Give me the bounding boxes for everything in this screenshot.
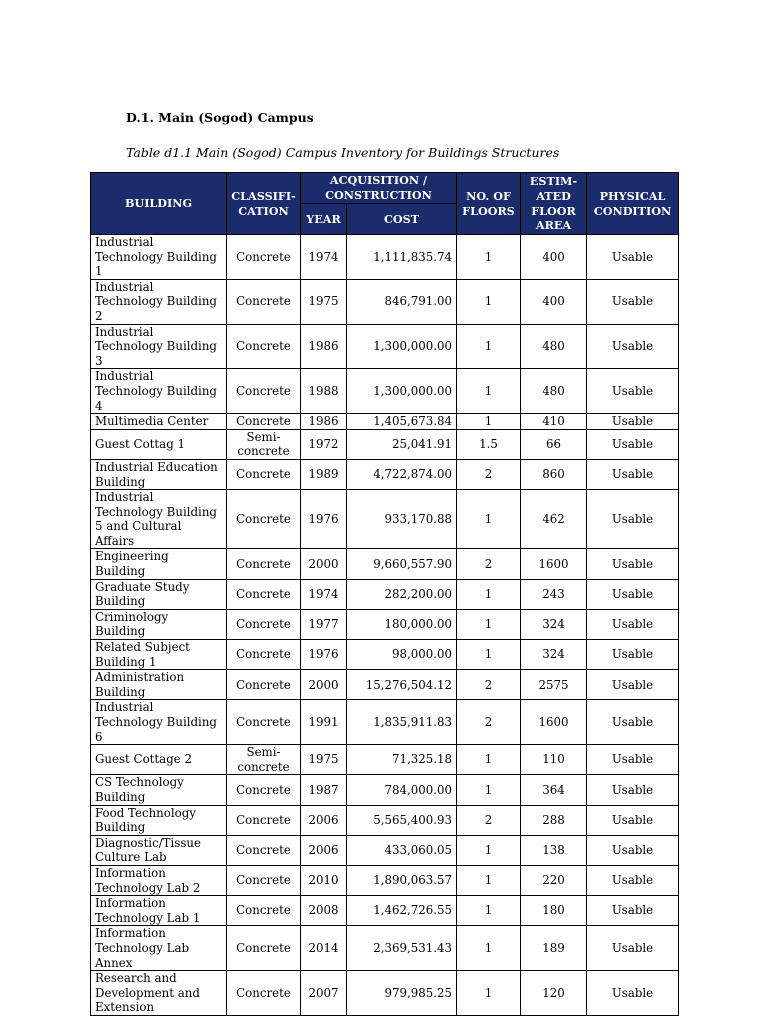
year-cell: 1975 — [301, 745, 347, 775]
floors-cell: 1 — [457, 579, 521, 609]
header-year: YEAR — [301, 204, 347, 235]
classification-cell: Concrete — [227, 549, 301, 579]
condition-cell: Usable — [587, 609, 679, 639]
building-name-cell: Engineering Building — [91, 549, 227, 579]
cost-cell: 71,325.18 — [347, 745, 457, 775]
table-row — [91, 640, 679, 670]
year-cell: 1991 — [301, 700, 347, 745]
building-name-cell: Industrial Technology Building 4 — [91, 369, 227, 414]
cost-cell: 2,369,531.43 — [347, 926, 457, 971]
floor-area-cell: 400 — [521, 279, 587, 324]
cost-cell: 15,276,504.12 — [347, 670, 457, 700]
floor-area-cell: 480 — [521, 324, 587, 369]
building-name-cell: Graduate Study Building — [91, 579, 227, 609]
classification-cell: Concrete — [227, 369, 301, 414]
condition-cell: Usable — [587, 429, 679, 459]
classification-cell: Concrete — [227, 490, 301, 549]
cost-cell: 282,200.00 — [347, 579, 457, 609]
building-name-cell: Industrial Technology Building 5 and Cultural Affairs — [91, 490, 227, 549]
table-row — [91, 279, 679, 324]
condition-cell: Usable — [587, 459, 679, 489]
floor-area-cell: 180 — [521, 896, 587, 926]
condition-cell: Usable — [587, 235, 679, 280]
section-heading: D.1. Main (Sogod) Campus — [126, 110, 314, 125]
classification-cell: Concrete — [227, 865, 301, 895]
floor-area-cell: 66 — [521, 429, 587, 459]
table-row — [91, 926, 679, 971]
floor-area-cell: 138 — [521, 835, 587, 865]
header-floors: NO. OF FLOORS — [457, 173, 521, 235]
floors-cell: 1 — [457, 490, 521, 549]
year-cell: 1987 — [301, 775, 347, 805]
table-row — [91, 896, 679, 926]
building-name-cell: CS Technology Building — [91, 775, 227, 805]
floors-cell: 2 — [457, 805, 521, 835]
cost-cell: 1,890,063.57 — [347, 865, 457, 895]
table-row — [91, 835, 679, 865]
building-name-cell: Research and Development and Extension — [91, 971, 227, 1016]
floors-cell: 1 — [457, 279, 521, 324]
floors-cell: 1.5 — [457, 429, 521, 459]
condition-cell: Usable — [587, 324, 679, 369]
classification-cell: Concrete — [227, 926, 301, 971]
year-cell: 1988 — [301, 369, 347, 414]
cost-cell: 98,000.00 — [347, 640, 457, 670]
floor-area-cell: 400 — [521, 235, 587, 280]
condition-cell: Usable — [587, 579, 679, 609]
table-row — [91, 549, 679, 579]
year-cell: 2007 — [301, 971, 347, 1016]
table-header — [91, 173, 679, 235]
building-name-cell: Food Technology Building — [91, 805, 227, 835]
cost-cell: 1,835,911.83 — [347, 700, 457, 745]
building-name-cell: Industrial Education Building — [91, 459, 227, 489]
floor-area-cell: 364 — [521, 775, 587, 805]
cost-cell: 784,000.00 — [347, 775, 457, 805]
classification-cell: Concrete — [227, 670, 301, 700]
floor-area-cell: 480 — [521, 369, 587, 414]
classification-cell: Concrete — [227, 971, 301, 1016]
floor-area-cell: 410 — [521, 414, 587, 430]
classification-cell: Concrete — [227, 896, 301, 926]
floor-area-cell: 1600 — [521, 700, 587, 745]
floor-area-cell: 120 — [521, 971, 587, 1016]
table-row — [91, 971, 679, 1016]
year-cell: 1976 — [301, 490, 347, 549]
classification-cell: Semi- concrete — [227, 745, 301, 775]
cost-cell: 5,565,400.93 — [347, 805, 457, 835]
classification-cell: Concrete — [227, 700, 301, 745]
year-cell: 1989 — [301, 459, 347, 489]
header-cost: COST — [347, 204, 457, 235]
floor-area-cell: 220 — [521, 865, 587, 895]
floors-cell: 1 — [457, 609, 521, 639]
building-name-cell: Industrial Technology Building 2 — [91, 279, 227, 324]
floors-cell: 1 — [457, 896, 521, 926]
condition-cell: Usable — [587, 865, 679, 895]
floors-cell: 1 — [457, 369, 521, 414]
classification-cell: Concrete — [227, 609, 301, 639]
building-name-cell: Information Technology Lab Annex — [91, 926, 227, 971]
classification-cell: Concrete — [227, 579, 301, 609]
header-building: BUILDING — [91, 173, 227, 235]
building-name-cell: Industrial Technology Building 3 — [91, 324, 227, 369]
building-name-cell: Information Technology Lab 2 — [91, 865, 227, 895]
year-cell: 2006 — [301, 835, 347, 865]
building-name-cell: Industrial Technology Building 1 — [91, 235, 227, 280]
cost-cell: 25,041.91 — [347, 429, 457, 459]
table-row — [91, 235, 679, 280]
building-name-cell: Guest Cottage 2 — [91, 745, 227, 775]
floor-area-cell: 110 — [521, 745, 587, 775]
classification-cell: Concrete — [227, 805, 301, 835]
table-row — [91, 865, 679, 895]
building-name-cell: Multimedia Center — [91, 414, 227, 430]
condition-cell: Usable — [587, 926, 679, 971]
floors-cell: 1 — [457, 775, 521, 805]
building-name-cell: Diagnostic/Tissue Culture Lab — [91, 835, 227, 865]
condition-cell: Usable — [587, 775, 679, 805]
cost-cell: 979,985.25 — [347, 971, 457, 1016]
cost-cell: 1,405,673.84 — [347, 414, 457, 430]
cost-cell: 933,170.88 — [347, 490, 457, 549]
table-body — [91, 235, 679, 1016]
table-row — [91, 414, 679, 430]
year-cell: 1972 — [301, 429, 347, 459]
floor-area-cell: 462 — [521, 490, 587, 549]
classification-cell: Concrete — [227, 279, 301, 324]
condition-cell: Usable — [587, 369, 679, 414]
classification-cell: Concrete — [227, 324, 301, 369]
condition-cell: Usable — [587, 490, 679, 549]
condition-cell: Usable — [587, 896, 679, 926]
classification-cell: Concrete — [227, 640, 301, 670]
table-row — [91, 490, 679, 549]
table-row — [91, 775, 679, 805]
floors-cell: 2 — [457, 700, 521, 745]
table-row — [91, 429, 679, 459]
cost-cell: 1,111,835.74 — [347, 235, 457, 280]
floors-cell: 1 — [457, 865, 521, 895]
table-row — [91, 459, 679, 489]
year-cell: 2010 — [301, 865, 347, 895]
header-condition: PHYSICAL CONDITION — [587, 173, 679, 235]
classification-cell: Semi- concrete — [227, 429, 301, 459]
year-cell: 2000 — [301, 549, 347, 579]
year-cell: 1974 — [301, 235, 347, 280]
floors-cell: 1 — [457, 324, 521, 369]
cost-cell: 846,791.00 — [347, 279, 457, 324]
year-cell: 2008 — [301, 896, 347, 926]
table-caption: Table d1.1 Main (Sogod) Campus Inventory for Buildings Structures — [126, 145, 560, 160]
building-name-cell: Information Technology Lab 1 — [91, 896, 227, 926]
cost-cell: 1,462,726.55 — [347, 896, 457, 926]
building-name-cell: Industrial Technology Building 6 — [91, 700, 227, 745]
year-cell: 2006 — [301, 805, 347, 835]
classification-cell: Concrete — [227, 835, 301, 865]
table-row — [91, 700, 679, 745]
classification-cell: Concrete — [227, 775, 301, 805]
header-classification: CLASSIFI- CATION — [227, 173, 301, 235]
floor-area-cell: 288 — [521, 805, 587, 835]
year-cell: 1986 — [301, 324, 347, 369]
table-row — [91, 579, 679, 609]
building-inventory-table — [90, 172, 679, 1016]
year-cell: 2014 — [301, 926, 347, 971]
cost-cell: 180,000.00 — [347, 609, 457, 639]
floor-area-cell: 324 — [521, 640, 587, 670]
cost-cell: 1,300,000.00 — [347, 324, 457, 369]
floors-cell: 1 — [457, 926, 521, 971]
year-cell: 1975 — [301, 279, 347, 324]
header-floor-area: ESTIM- ATED FLOOR AREA — [521, 173, 587, 235]
condition-cell: Usable — [587, 805, 679, 835]
building-name-cell: Guest Cottag 1 — [91, 429, 227, 459]
floor-area-cell: 1600 — [521, 549, 587, 579]
classification-cell: Concrete — [227, 414, 301, 430]
floors-cell: 1 — [457, 414, 521, 430]
classification-cell: Concrete — [227, 459, 301, 489]
floor-area-cell: 189 — [521, 926, 587, 971]
table-row — [91, 670, 679, 700]
floors-cell: 2 — [457, 670, 521, 700]
floors-cell: 1 — [457, 971, 521, 1016]
condition-cell: Usable — [587, 414, 679, 430]
year-cell: 1976 — [301, 640, 347, 670]
year-cell: 2000 — [301, 670, 347, 700]
floor-area-cell: 324 — [521, 609, 587, 639]
table-row — [91, 745, 679, 775]
classification-cell: Concrete — [227, 235, 301, 280]
condition-cell: Usable — [587, 700, 679, 745]
table-row — [91, 369, 679, 414]
cost-cell: 4,722,874.00 — [347, 459, 457, 489]
condition-cell: Usable — [587, 971, 679, 1016]
condition-cell: Usable — [587, 549, 679, 579]
floor-area-cell: 860 — [521, 459, 587, 489]
year-cell: 1986 — [301, 414, 347, 430]
floors-cell: 1 — [457, 640, 521, 670]
floors-cell: 1 — [457, 235, 521, 280]
building-name-cell: Related Subject Building 1 — [91, 640, 227, 670]
building-name-cell: Administration Building — [91, 670, 227, 700]
floors-cell: 1 — [457, 745, 521, 775]
year-cell: 1974 — [301, 579, 347, 609]
condition-cell: Usable — [587, 745, 679, 775]
floors-cell: 2 — [457, 459, 521, 489]
year-cell: 1977 — [301, 609, 347, 639]
table-row — [91, 324, 679, 369]
condition-cell: Usable — [587, 670, 679, 700]
floor-area-cell: 243 — [521, 579, 587, 609]
floors-cell: 1 — [457, 835, 521, 865]
condition-cell: Usable — [587, 279, 679, 324]
table-row — [91, 609, 679, 639]
condition-cell: Usable — [587, 640, 679, 670]
header-acquisition: ACQUISITION / CONSTRUCTION — [301, 173, 457, 204]
cost-cell: 1,300,000.00 — [347, 369, 457, 414]
cost-cell: 9,660,557.90 — [347, 549, 457, 579]
building-name-cell: Criminology Building — [91, 609, 227, 639]
condition-cell: Usable — [587, 835, 679, 865]
floor-area-cell: 2575 — [521, 670, 587, 700]
floors-cell: 2 — [457, 549, 521, 579]
table-row — [91, 805, 679, 835]
cost-cell: 433,060.05 — [347, 835, 457, 865]
